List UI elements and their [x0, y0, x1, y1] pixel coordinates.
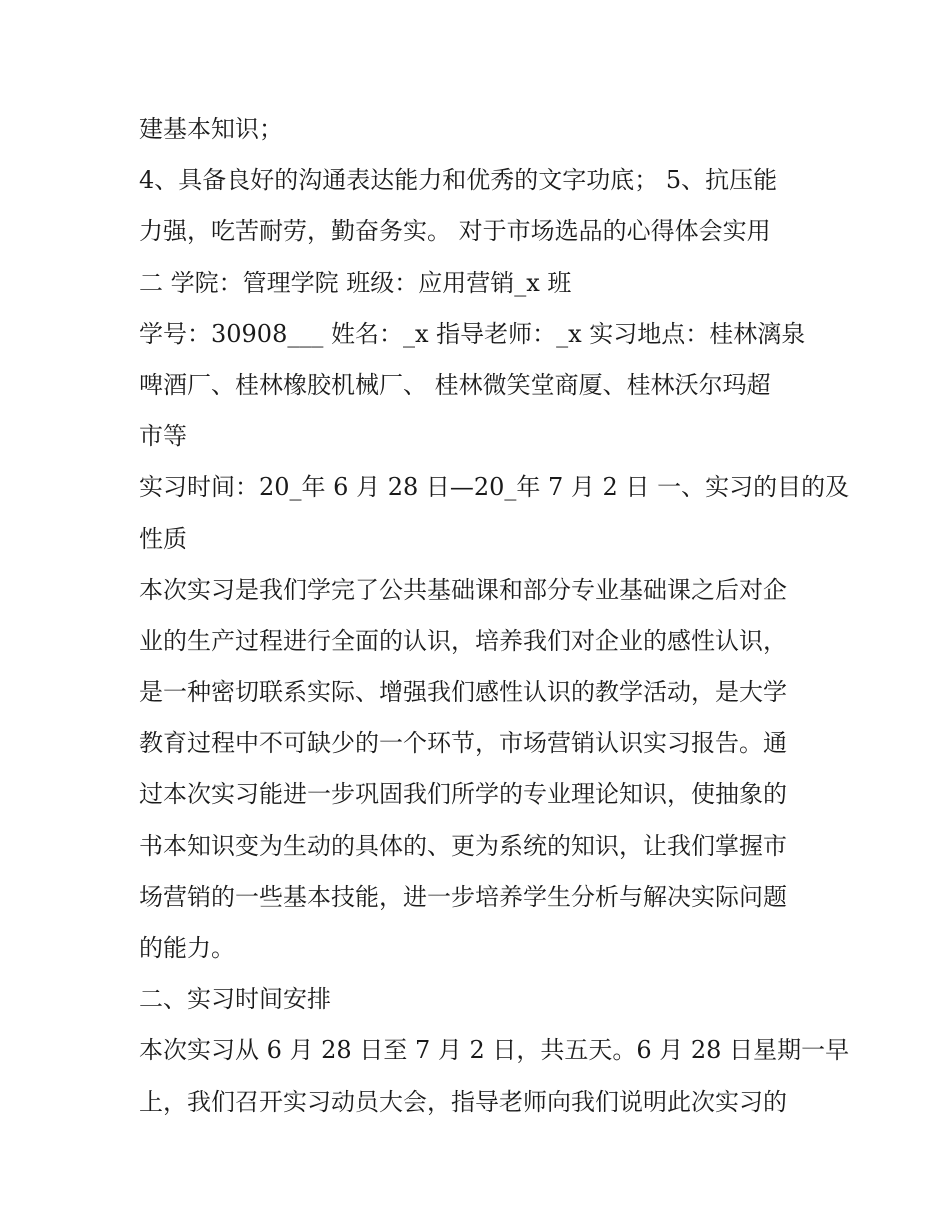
text-line-3: 力强，吃苦耐劳，勤奋务实。 对于市场选品的心得体会实用 [139, 217, 771, 246]
text-line-1: 建基本知识； [139, 115, 283, 143]
text-line-7: 市等 [139, 422, 187, 451]
text-line-13: 教育过程中不可缺少的一个环节，市场营销认识实习报告。通 [139, 729, 787, 758]
text-line-16: 场营销的一些基本技能，进一步培养学生分析与解决实际问题 [139, 882, 787, 911]
text-line-10: 本次实习是我们学完了公共基础课和部分专业基础课之后对企 [139, 575, 787, 604]
text-line-6: 啤酒厂、桂林橡胶机械厂、 桂林微笑堂商厦、桂林沃尔玛超 [139, 370, 771, 399]
text-line-19: 本次实习从 6 月 28 日至 7 月 2 日，共五天。6 月 28 日星期一早 [139, 1036, 850, 1065]
text-line-15: 书本知识变为生动的具体的、更为系统的知识，让我们掌握市 [139, 831, 787, 860]
text-line-8: 实习时间：20_年 6 月 28 日—20_年 7 月 2 日 一、实习的目的及 [139, 473, 850, 502]
text-line-18: 二、实习时间安排 [139, 985, 331, 1014]
text-line-5: 学号：30908___ 姓名：_x 指导老师：_x 实习地点：桂林漓泉 [139, 319, 806, 348]
text-line-2: 4、具备良好的沟通表达能力和优秀的文字功底； 5、抗压能 [139, 166, 778, 195]
text-line-4: 二 学院：管理学院 班级：应用营销_x 班 [139, 268, 572, 297]
text-line-20: 上，我们召开实习动员大会，指导老师向我们说明此次实习的 [139, 1087, 787, 1116]
document-body [139, 104, 850, 1128]
text-line-12: 是一种密切联系实际、增强我们感性认识的教学活动，是大学 [139, 678, 787, 707]
text-line-11: 业的生产过程进行全面的认识，培养我们对企业的感性认识， [139, 626, 787, 655]
text-line-14: 过本次实习能进一步巩固我们所学的专业理论知识，使抽象的 [139, 780, 787, 809]
text-line-17: 的能力。 [139, 934, 235, 962]
text-line-9: 性质 [139, 524, 187, 553]
